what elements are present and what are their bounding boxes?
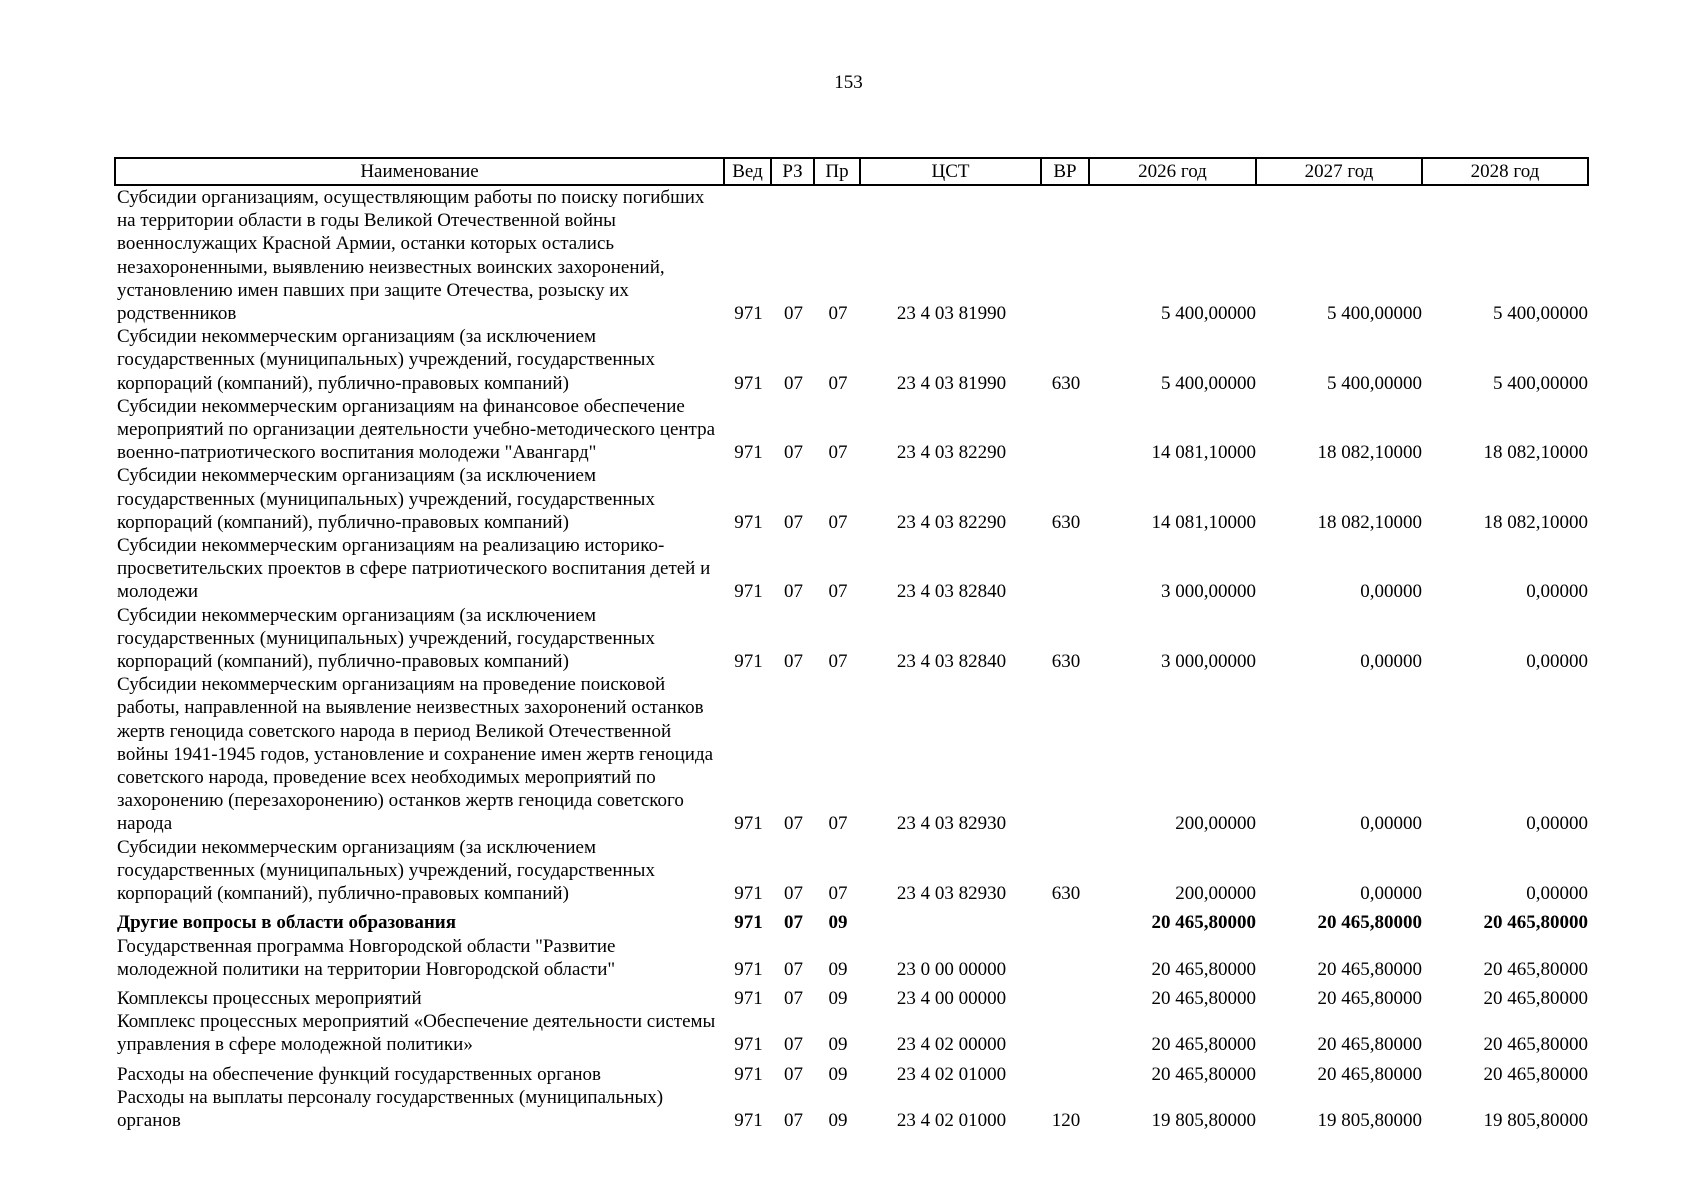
cell-2027: 5 400,00000 [1327, 303, 1422, 325]
table-row [115, 464, 1588, 534]
cell-rz: 07 [784, 1109, 803, 1131]
cell-2028: 20 465,80000 [1483, 1063, 1588, 1085]
cell-2028: 0,00000 [1526, 651, 1588, 673]
cell-2028: 5 400,00000 [1493, 372, 1588, 394]
cell-2027: 0,00000 [1360, 651, 1422, 673]
cell-2026: 20 465,80000 [1151, 912, 1256, 934]
cell-2027: 20 465,80000 [1317, 912, 1422, 934]
cell-name: Субсидии организациям, осуществляющим работы по поиску погибших на территории области в годы Великой Отечественной войны военнослужащих Красной Армии, останки которых остались незахороненными, выявлению неизвестных воинских захоронений, установлению имен павших при защите Отечества, розыску их родственников [117, 187, 705, 325]
cell-pr: 07 [828, 303, 848, 325]
cell-2027: 0,00000 [1360, 813, 1422, 835]
cell-ved: 971 [734, 883, 763, 905]
cell-name: Расходы на обеспечение функций государственных органов [117, 1063, 601, 1085]
header-ved: Вед [724, 158, 771, 185]
cell-cst: 23 4 02 01000 [896, 1109, 1007, 1131]
cell-vr: 120 [1051, 1109, 1081, 1131]
cell-2027: 18 082,10000 [1317, 511, 1422, 533]
cell-vr: 630 [1051, 651, 1081, 673]
cell-2027: 20 465,80000 [1317, 987, 1422, 1009]
table-row [115, 836, 1588, 906]
cell-name: Субсидии некоммерческим организациям (за исключением государственных (муниципальных) учреждений, государственных корпораций (компаний), публично-правовых компаний) [117, 465, 655, 533]
header-rz: РЗ [771, 158, 814, 185]
cell-2026: 3 000,00000 [1161, 651, 1256, 673]
cell-pr: 07 [828, 442, 848, 464]
cell-name: Субсидии некоммерческим организациям (за исключением государственных (муниципальных) учреждений, государственных корпораций (компаний), публично-правовых компаний) [117, 604, 655, 673]
cell-name: Субсидии некоммерческим организациям на финансовое обеспечение мероприятий по организации деятельности учебно-методического центра военно-патриотического воспитания молодежи "Авангард" [117, 395, 716, 464]
table-row [115, 1010, 1588, 1056]
cell-2027: 0,00000 [1360, 883, 1422, 905]
header-name: Наименование [115, 158, 724, 185]
cell-cst: 23 4 03 82290 [896, 442, 1007, 464]
cell-2026: 3 000,00000 [1161, 581, 1256, 603]
cell-2028: 0,00000 [1526, 581, 1588, 603]
cell-pr: 07 [828, 813, 848, 835]
cell-ved: 971 [734, 1109, 763, 1131]
cell-pr: 07 [828, 651, 848, 673]
cell-vr [1041, 1010, 1089, 1056]
cell-2028: 19 805,80000 [1483, 1109, 1588, 1131]
cell-2027: 18 082,10000 [1317, 442, 1422, 464]
cell-name: Расходы на выплаты персоналу государственных (муниципальных) органов [117, 1086, 664, 1131]
cell-2026: 200,00000 [1175, 813, 1256, 835]
cell-name: Субсидии некоммерческим организациям на реализацию историко-просветительских проектов в сфере патриотического воспитания детей и молодежи [117, 535, 711, 603]
cell-ved: 971 [734, 912, 763, 934]
cell-cst: 23 4 03 82840 [896, 651, 1007, 673]
cell-cst: 23 4 03 81990 [896, 303, 1007, 325]
cell-vr [1041, 534, 1089, 604]
cell-2027: 20 465,80000 [1317, 1034, 1422, 1056]
cell-rz: 07 [784, 303, 803, 325]
cell-ved: 971 [734, 651, 763, 673]
cell-pr: 09 [828, 1063, 848, 1085]
cell-cst: 23 4 03 81990 [896, 372, 1007, 394]
cell-2026: 20 465,80000 [1151, 1034, 1256, 1056]
cell-vr: 630 [1051, 883, 1081, 905]
cell-cst: 23 4 02 00000 [896, 1034, 1007, 1056]
table-row [115, 604, 1588, 674]
header-pr: Пр [814, 158, 860, 185]
cell-2026: 14 081,10000 [1151, 442, 1256, 464]
table-row [115, 1057, 1588, 1086]
cell-2027: 5 400,00000 [1327, 372, 1422, 394]
cell-2027: 19 805,80000 [1317, 1109, 1422, 1131]
cell-cst: 23 4 03 82290 [896, 511, 1007, 533]
cell-rz: 07 [784, 912, 803, 934]
cell-cst [860, 905, 1041, 934]
table-row [115, 395, 1588, 465]
cell-name: Другие вопросы в области образования [117, 912, 457, 934]
cell-2028: 20 465,80000 [1483, 912, 1588, 934]
cell-name: Комплексы процессных мероприятий [117, 987, 422, 1009]
cell-2028: 18 082,10000 [1483, 511, 1588, 533]
header-2027: 2027 год [1256, 158, 1422, 185]
cell-pr: 07 [828, 581, 848, 603]
cell-2028: 5 400,00000 [1493, 303, 1588, 325]
cell-2026: 5 400,00000 [1161, 372, 1256, 394]
cell-pr: 07 [828, 511, 848, 533]
table-row [115, 905, 1588, 934]
cell-cst: 23 4 03 82930 [896, 813, 1007, 835]
cell-2027: 20 465,80000 [1317, 1063, 1422, 1085]
cell-rz: 07 [784, 1034, 803, 1056]
cell-vr: 630 [1051, 372, 1081, 394]
cell-name: Субсидии некоммерческим организациям на проведение поисковой работы, направленной на выявление неизвестных захоронений останков жертв геноцида советского народа в период Великой Отечественной войны 1941-1945 годов, установление и сохранение имен жертв геноцида советского народа, проведение всех необходимых мероприятий по захоронению (перезахоронению) останков жертв геноцида советского народа [117, 674, 714, 835]
cell-vr [1041, 673, 1089, 835]
cell-2026: 19 805,80000 [1151, 1109, 1256, 1131]
cell-vr [1041, 395, 1089, 465]
cell-name: Комплекс процессных мероприятий «Обеспечение деятельности системы управления в сфере молодежной политики» [117, 1011, 716, 1056]
cell-ved: 971 [734, 511, 763, 533]
cell-rz: 07 [784, 883, 803, 905]
table-row [115, 935, 1588, 981]
cell-vr [1041, 905, 1089, 934]
cell-vr [1041, 185, 1089, 325]
budget-table [114, 157, 1589, 1132]
cell-2028: 20 465,80000 [1483, 987, 1588, 1009]
cell-ved: 971 [734, 813, 763, 835]
header-2028: 2028 год [1422, 158, 1588, 185]
cell-ved: 971 [734, 1034, 763, 1056]
cell-cst: 23 4 03 82840 [896, 581, 1007, 603]
cell-2026: 20 465,80000 [1151, 1063, 1256, 1085]
table-row [115, 185, 1588, 325]
cell-name: Государственная программа Новгородской области "Развитие молодежной политики на территории Новгородской области" [117, 935, 616, 980]
cell-rz: 07 [784, 987, 803, 1009]
cell-pr: 09 [828, 958, 848, 980]
cell-vr: 630 [1051, 511, 1081, 533]
header-cst: ЦСТ [860, 158, 1041, 185]
page-number: 153 [834, 72, 863, 93]
cell-pr: 07 [828, 883, 848, 905]
cell-ved: 971 [734, 372, 763, 394]
cell-rz: 07 [784, 651, 803, 673]
cell-rz: 07 [784, 958, 803, 980]
cell-name: Субсидии некоммерческим организациям (за исключением государственных (муниципальных) учреждений, государственных корпораций (компаний), публично-правовых компаний) [117, 836, 655, 905]
cell-rz: 07 [784, 1063, 803, 1085]
cell-rz: 07 [784, 581, 803, 603]
header-vr: ВР [1041, 158, 1089, 185]
cell-pr: 09 [828, 987, 848, 1009]
cell-cst: 23 4 03 82930 [896, 883, 1007, 905]
cell-ved: 971 [734, 303, 763, 325]
cell-rz: 07 [784, 813, 803, 835]
cell-2026: 5 400,00000 [1161, 303, 1256, 325]
cell-rz: 07 [784, 511, 803, 533]
table-row [115, 673, 1588, 835]
cell-rz: 07 [784, 442, 803, 464]
cell-vr [1041, 935, 1089, 981]
cell-cst: 23 4 00 00000 [896, 987, 1007, 1009]
cell-2027: 0,00000 [1360, 581, 1422, 603]
cell-2027: 20 465,80000 [1317, 958, 1422, 980]
table-row [115, 325, 1588, 395]
cell-2026: 20 465,80000 [1151, 958, 1256, 980]
cell-pr: 07 [828, 372, 848, 394]
cell-2026: 14 081,10000 [1151, 511, 1256, 533]
table-row [115, 981, 1588, 1010]
cell-ved: 971 [734, 442, 763, 464]
cell-2028: 0,00000 [1526, 813, 1588, 835]
cell-2028: 20 465,80000 [1483, 958, 1588, 980]
table-row [115, 534, 1588, 604]
cell-name: Субсидии некоммерческим организациям (за исключением государственных (муниципальных) учреждений, государственных корпораций (компаний), публично-правовых компаний) [117, 326, 655, 394]
cell-2028: 20 465,80000 [1483, 1034, 1588, 1056]
cell-ved: 971 [734, 581, 763, 603]
cell-cst: 23 4 02 01000 [896, 1063, 1007, 1085]
cell-2026: 20 465,80000 [1151, 987, 1256, 1009]
table-header-row [115, 158, 1588, 185]
table-row [115, 1086, 1588, 1132]
cell-2028: 18 082,10000 [1483, 442, 1588, 464]
cell-vr [1041, 981, 1089, 1010]
header-2026: 2026 год [1089, 158, 1256, 185]
cell-ved: 971 [734, 1063, 763, 1085]
cell-2028: 0,00000 [1526, 883, 1588, 905]
cell-ved: 971 [734, 987, 763, 1009]
cell-pr: 09 [828, 1109, 848, 1131]
cell-rz: 07 [784, 372, 803, 394]
cell-vr [1041, 1057, 1089, 1086]
table-body [115, 185, 1588, 1132]
cell-pr: 09 [828, 1034, 848, 1056]
cell-ved: 971 [734, 958, 763, 980]
cell-pr: 09 [828, 912, 848, 934]
cell-2026: 200,00000 [1175, 883, 1256, 905]
cell-cst: 23 0 00 00000 [896, 958, 1007, 980]
